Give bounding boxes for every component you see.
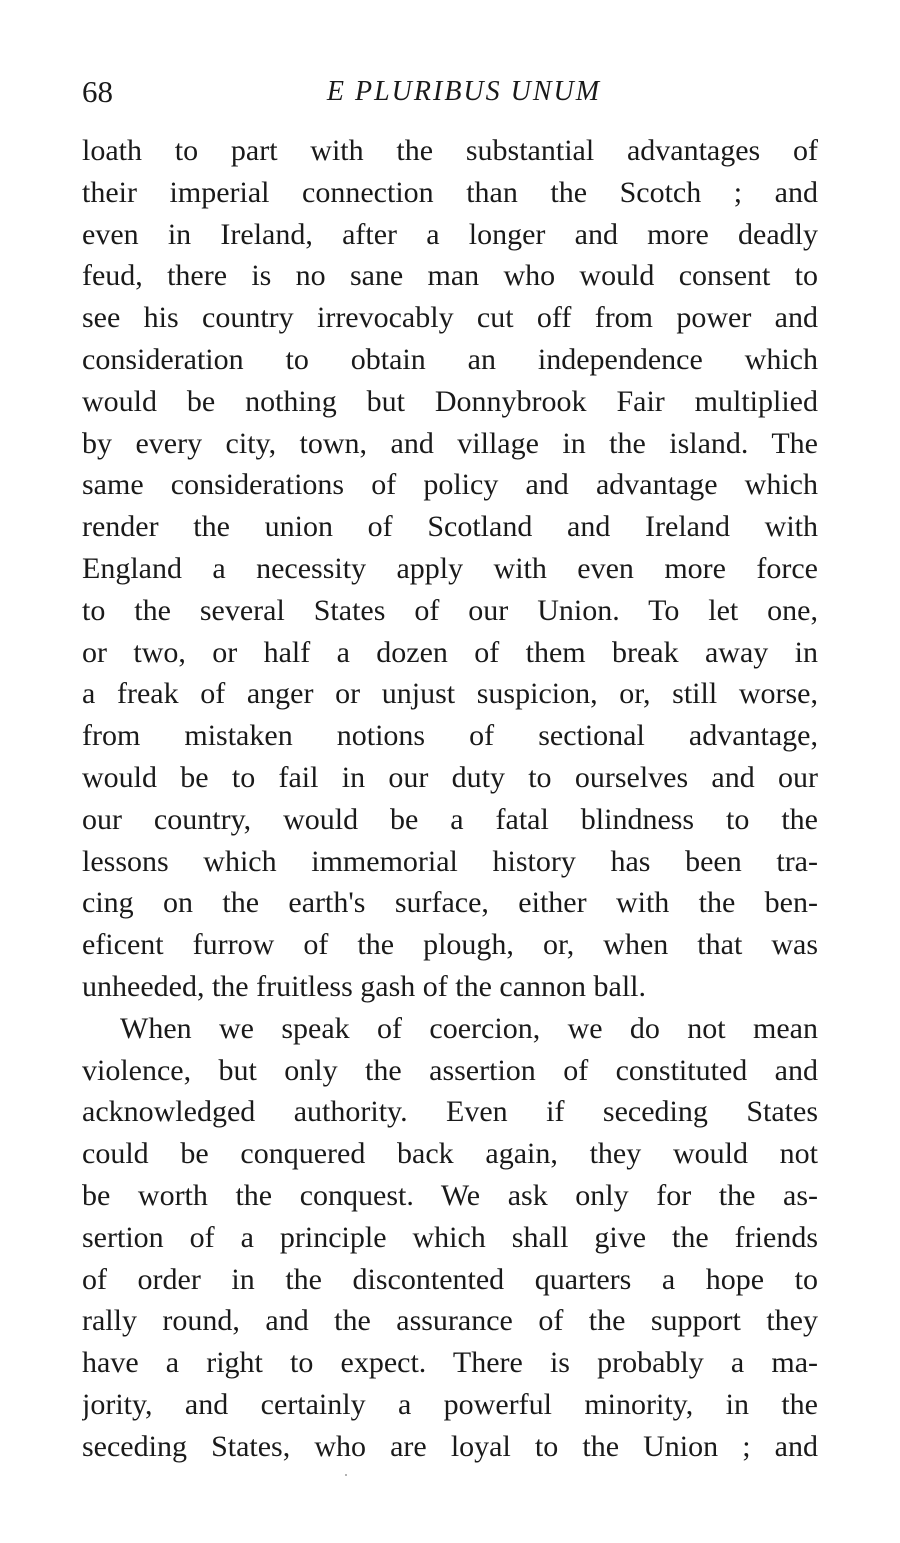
running-title: E PLURIBUS UNUM	[326, 76, 602, 107]
text-line: from mistaken notions of sectional advantage,	[82, 719, 818, 753]
running-head	[82, 72, 818, 112]
text-line: would be nothing but Donnybrook Fair multiplied	[82, 384, 818, 418]
text-line: acknowledged authority. Even if seceding States	[82, 1095, 818, 1129]
text-line: by every city, town, and village in the island. The	[82, 426, 818, 460]
text-line: jority, and certainly a powerful minority, in the	[82, 1387, 818, 1421]
paper-speck	[345, 1474, 347, 1476]
text-line: feud, there is no sane man who would consent to	[82, 259, 818, 293]
text-line: loath to part with the substantial advantages of	[82, 134, 818, 167]
text-line: violence, but only the assertion of constituted and	[82, 1053, 818, 1087]
text-line: would be to fail in our duty to ourselves and our	[82, 760, 818, 794]
text-line: When we speak of coercion, we do not mean	[120, 1011, 818, 1045]
text-line: cing on the earth's surface, either with the ben-	[82, 886, 818, 920]
text-line: to the several States of our Union. To let one,	[82, 593, 818, 627]
text-line: a freak of anger or unjust suspicion, or, still worse,	[82, 677, 818, 711]
text-line: be worth the conquest. We ask only for the as-	[82, 1178, 818, 1212]
text-line: or two, or half a dozen of them break away in	[82, 635, 818, 669]
text-line: rally round, and the assurance of the support they	[82, 1304, 818, 1338]
text-line: England a necessity apply with even more force	[82, 551, 818, 585]
page-number: 68	[82, 74, 113, 109]
text-line: render the union of Scotland and Ireland with	[82, 510, 818, 544]
text-line: seceding States, who are loyal to the Union ; and	[82, 1429, 818, 1463]
text-line: unheeded, the fruitless gash of the cannon ball.	[82, 969, 646, 1003]
text-line: eficent furrow of the plough, or, when that was	[82, 928, 818, 962]
text-line: could be conquered back again, they would not	[82, 1137, 818, 1171]
body-text	[82, 130, 818, 1468]
text-line: our country, would be a fatal blindness to the	[82, 802, 818, 836]
text-line: consideration to obtain an independence which	[82, 342, 818, 376]
text-line: of order in the discontented quarters a hope to	[82, 1262, 818, 1296]
text-line: sertion of a principle which shall give the friends	[82, 1220, 818, 1254]
text-line: lessons which immemorial history has been tra-	[82, 844, 818, 878]
text-line: their imperial connection than the Scotch ; and	[82, 175, 818, 209]
text-line: even in Ireland, after a longer and more deadly	[82, 217, 818, 251]
text-line: see his country irrevocably cut off from power and	[82, 301, 818, 335]
text-line: same considerations of policy and advantage which	[82, 468, 818, 502]
text-line: have a right to expect. There is probably a ma-	[82, 1346, 818, 1380]
